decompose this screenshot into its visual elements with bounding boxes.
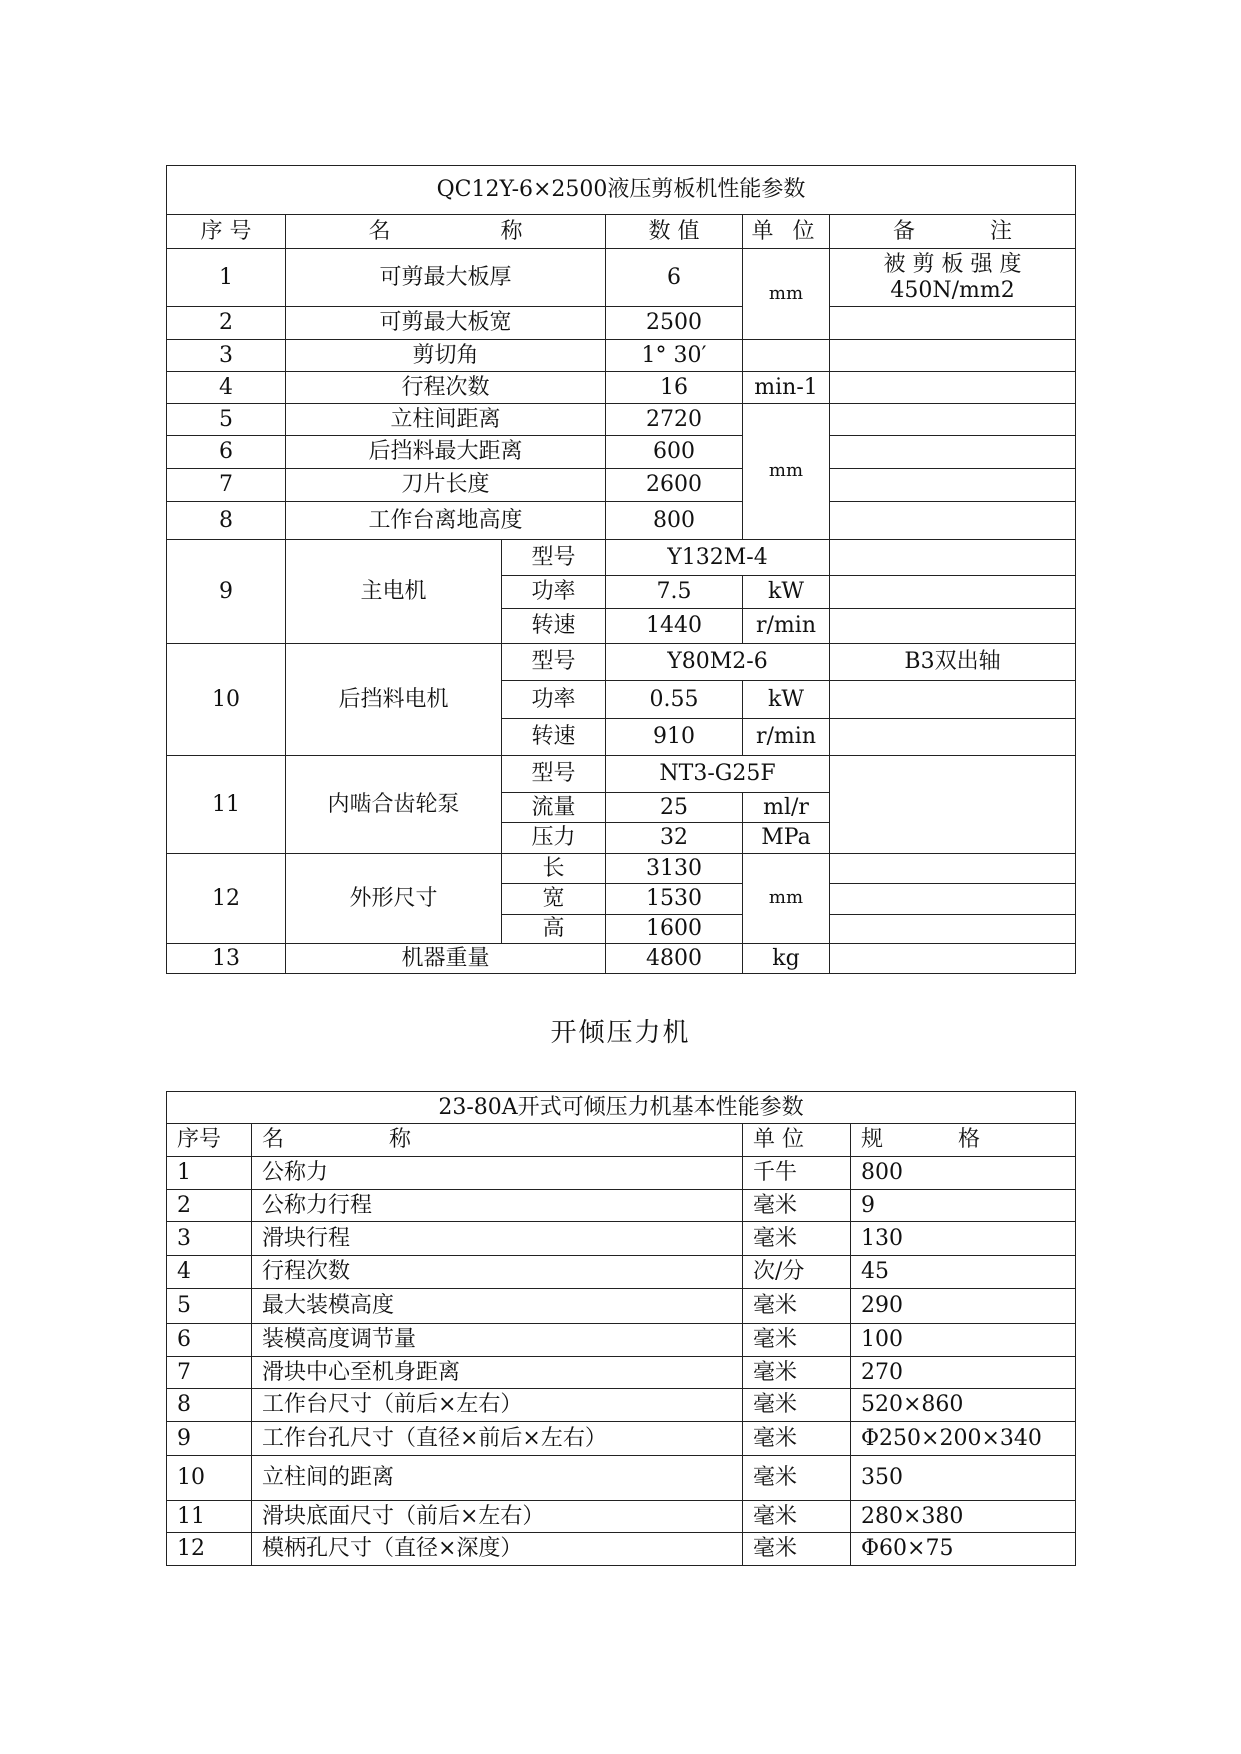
row-unit: mm [743, 854, 830, 944]
row-remark [830, 884, 1076, 915]
row-name: 外形尺寸 [286, 854, 502, 944]
header-value: 数 值 [606, 215, 743, 249]
row-name: 立柱间距离 [286, 404, 606, 436]
table-row [167, 1422, 1076, 1456]
sub-value: Y80M2-6 [606, 644, 830, 681]
row-unit: 毫米 [743, 1533, 851, 1566]
table-title: 23-80A开式可倾压力机基本性能参数 [167, 1092, 1076, 1124]
row-unit: mm [743, 404, 830, 540]
row-name: 公称力行程 [252, 1190, 743, 1222]
row-unit: 次/分 [743, 1256, 851, 1289]
sub-value: 0.55 [606, 681, 743, 719]
row-no: 7 [167, 1357, 252, 1389]
row-remark [830, 944, 1076, 974]
row-spec: Φ60×75 [851, 1533, 1076, 1566]
row-remark [830, 576, 1076, 609]
row-spec: 800 [851, 1157, 1076, 1190]
row-value: 1° 30′ [606, 340, 743, 372]
sub-unit: kW [743, 681, 830, 719]
row-unit: kg [743, 944, 830, 974]
table-row [167, 1456, 1076, 1501]
header-name-b: 称 [389, 1127, 412, 1153]
sub-unit: r/min [743, 719, 830, 756]
row-remark [830, 756, 1076, 854]
row-no: 2 [167, 1190, 252, 1222]
row-no: 11 [167, 756, 286, 854]
row-name: 后挡料电机 [286, 644, 502, 756]
sub-label: 转速 [502, 719, 606, 756]
row-spec: 270 [851, 1357, 1076, 1389]
row-value: 4800 [606, 944, 743, 974]
row-no: 9 [167, 540, 286, 644]
row-remark [830, 436, 1076, 469]
sub-value: 1600 [606, 915, 743, 944]
row-no: 6 [167, 436, 286, 469]
table-row [167, 1157, 1076, 1190]
row-no: 5 [167, 1289, 252, 1324]
sub-unit: r/min [743, 609, 830, 644]
row-value: 2720 [606, 404, 743, 436]
sub-label: 型号 [502, 756, 606, 793]
row-unit: 毫米 [743, 1389, 851, 1422]
row-unit: 毫米 [743, 1422, 851, 1456]
row-remark [830, 609, 1076, 644]
row-no: 3 [167, 1222, 252, 1256]
row-name: 滑块行程 [252, 1222, 743, 1256]
row-value: 2500 [606, 307, 743, 340]
row-name: 刀片长度 [286, 469, 606, 502]
row-name: 最大装模高度 [252, 1289, 743, 1324]
row-remark [830, 340, 1076, 372]
row-name: 行程次数 [286, 372, 606, 404]
press-spec-table [166, 1091, 1076, 1566]
row-remark: B3双出轴 [830, 644, 1076, 681]
header-spec [851, 1124, 1076, 1157]
row-unit: 毫米 [743, 1324, 851, 1357]
row-no: 6 [167, 1324, 252, 1357]
table-row [167, 249, 1076, 307]
row-spec: Φ250×200×340 [851, 1422, 1076, 1456]
sub-value: 910 [606, 719, 743, 756]
table-row [167, 1533, 1076, 1566]
row-name: 装模高度调节量 [252, 1324, 743, 1357]
table-row [167, 307, 1076, 340]
header-name-a: 名 [262, 1127, 285, 1153]
table-row [167, 1190, 1076, 1222]
header-name-b: 称 [500, 218, 523, 244]
row-unit [743, 340, 830, 372]
header-name [286, 215, 606, 249]
sub-value: NT3-G25F [606, 756, 830, 793]
row-no: 7 [167, 469, 286, 502]
header-unit: 单 位 [743, 1124, 851, 1157]
table-row [167, 1324, 1076, 1357]
row-no: 10 [167, 1456, 252, 1501]
row-name: 立柱间的距离 [252, 1456, 743, 1501]
row-remark [830, 854, 1076, 884]
sub-value: 1440 [606, 609, 743, 644]
header-spec-a: 规 [861, 1127, 884, 1153]
row-name: 行程次数 [252, 1256, 743, 1289]
row-spec: 350 [851, 1456, 1076, 1501]
row-unit: 毫米 [743, 1222, 851, 1256]
row-value: 2600 [606, 469, 743, 502]
row-name: 滑块底面尺寸（前后×左右） [252, 1501, 743, 1533]
row-name: 工作台离地高度 [286, 502, 606, 540]
table-row [167, 372, 1076, 404]
table-row [167, 854, 1076, 884]
row-name: 模柄孔尺寸（直径×深度） [252, 1533, 743, 1566]
table-row [167, 1222, 1076, 1256]
row-unit: 毫米 [743, 1357, 851, 1389]
table-row [167, 502, 1076, 540]
row-spec: 45 [851, 1256, 1076, 1289]
header-spec-b: 格 [958, 1127, 981, 1153]
header-name [252, 1124, 743, 1157]
table-row [167, 1501, 1076, 1533]
remark-line-2: 450N/mm2 [890, 277, 1015, 303]
row-no: 9 [167, 1422, 252, 1456]
row-name: 滑块中心至机身距离 [252, 1357, 743, 1389]
table-row [167, 340, 1076, 372]
header-name-a: 名 [368, 218, 391, 244]
row-unit: 毫米 [743, 1456, 851, 1501]
row-spec: 280×380 [851, 1501, 1076, 1533]
table-row [167, 1256, 1076, 1289]
row-name: 内啮合齿轮泵 [286, 756, 502, 854]
row-spec: 130 [851, 1222, 1076, 1256]
sub-value: 25 [606, 793, 743, 823]
row-no: 1 [167, 249, 286, 307]
sub-label: 转速 [502, 609, 606, 644]
header-remark [830, 215, 1076, 249]
row-remark [830, 502, 1076, 540]
row-no: 3 [167, 340, 286, 372]
header-no: 序号 [167, 1124, 252, 1157]
row-no: 4 [167, 372, 286, 404]
row-no: 4 [167, 1256, 252, 1289]
sub-unit: kW [743, 576, 830, 609]
row-no: 2 [167, 307, 286, 340]
row-remark [830, 719, 1076, 756]
table-row [167, 644, 1076, 681]
sub-value: 32 [606, 823, 743, 854]
table-row [167, 404, 1076, 436]
row-no: 13 [167, 944, 286, 974]
table-row [167, 469, 1076, 502]
row-spec: 290 [851, 1289, 1076, 1324]
sub-label: 高 [502, 915, 606, 944]
table-row [167, 436, 1076, 469]
table-title: QC12Y-6×2500液压剪板机性能参数 [167, 166, 1076, 215]
sub-label: 功率 [502, 576, 606, 609]
table-row [167, 1389, 1076, 1422]
row-no: 10 [167, 644, 286, 756]
row-name: 工作台尺寸（前后×左右） [252, 1389, 743, 1422]
row-spec: 9 [851, 1190, 1076, 1222]
row-name: 公称力 [252, 1157, 743, 1190]
remark-line-1: 被 剪 板 强 度 [883, 252, 1022, 278]
shear-spec-table [166, 165, 1076, 974]
row-unit: mm [743, 249, 830, 340]
sub-label: 长 [502, 854, 606, 884]
row-remark [830, 249, 1076, 307]
header-no: 序 号 [167, 215, 286, 249]
row-remark [830, 681, 1076, 719]
row-value: 6 [606, 249, 743, 307]
sub-label: 宽 [502, 884, 606, 915]
row-no: 1 [167, 1157, 252, 1190]
header-unit: 单 位 [743, 215, 830, 249]
row-name: 主电机 [286, 540, 502, 644]
table-row [167, 1357, 1076, 1389]
sub-value: 7.5 [606, 576, 743, 609]
header-remark-b: 注 [990, 218, 1013, 244]
table-row [167, 540, 1076, 576]
row-remark [830, 915, 1076, 944]
row-unit: min-1 [743, 372, 830, 404]
row-spec: 100 [851, 1324, 1076, 1357]
row-no: 12 [167, 854, 286, 944]
row-remark [830, 307, 1076, 340]
row-name: 可剪最大板厚 [286, 249, 606, 307]
row-name: 机器重量 [286, 944, 606, 974]
row-name: 可剪最大板宽 [286, 307, 606, 340]
row-no: 5 [167, 404, 286, 436]
sub-label: 流量 [502, 793, 606, 823]
sub-unit: MPa [743, 823, 830, 854]
row-value: 16 [606, 372, 743, 404]
header-remark-a: 备 [893, 218, 916, 244]
sub-label: 功率 [502, 681, 606, 719]
sub-label: 型号 [502, 540, 606, 576]
row-no: 8 [167, 1389, 252, 1422]
row-name: 后挡料最大距离 [286, 436, 606, 469]
row-no: 11 [167, 1501, 252, 1533]
row-spec: 520×860 [851, 1389, 1076, 1422]
sub-value: 1530 [606, 884, 743, 915]
row-unit: 毫米 [743, 1289, 851, 1324]
sub-label: 压力 [502, 823, 606, 854]
row-value: 800 [606, 502, 743, 540]
row-remark [830, 372, 1076, 404]
sub-unit: ml/r [743, 793, 830, 823]
row-unit: 毫米 [743, 1190, 851, 1222]
row-value: 600 [606, 436, 743, 469]
table-row [167, 1289, 1076, 1324]
sub-label: 型号 [502, 644, 606, 681]
row-name: 工作台孔尺寸（直径×前后×左右） [252, 1422, 743, 1456]
row-no: 8 [167, 502, 286, 540]
row-remark [830, 540, 1076, 576]
row-unit: 毫米 [743, 1501, 851, 1533]
table-row [167, 756, 1076, 793]
row-remark [830, 404, 1076, 436]
row-unit: 千牛 [743, 1157, 851, 1190]
row-remark [830, 469, 1076, 502]
sub-value: 3130 [606, 854, 743, 884]
row-name: 剪切角 [286, 340, 606, 372]
table-row [167, 944, 1076, 974]
sub-value: Y132M-4 [606, 540, 830, 576]
row-no: 12 [167, 1533, 252, 1566]
section-title: 开倾压力机 [550, 1018, 691, 1048]
